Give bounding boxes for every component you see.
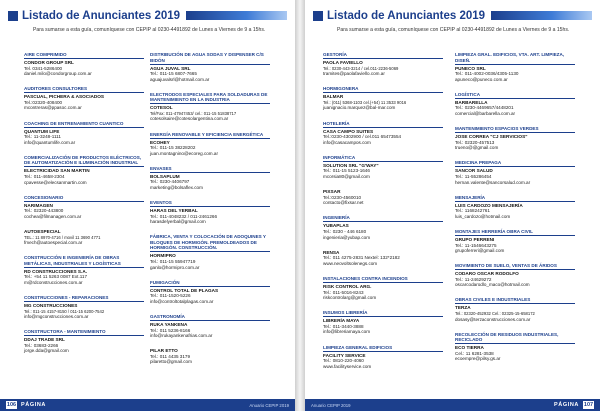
right-page xyxy=(305,0,600,411)
listing-category: ENERGÍA RENOVABLE Y EFICIENCIA ENERGÉTICA xyxy=(150,132,270,139)
listing-entry xyxy=(455,229,575,254)
listing-email-link[interactable]: mcorsia80@gmail.com xyxy=(323,174,370,180)
listing-category: RECOLECCIÓN DE RESIDUOS INDUSTRIALES, RECICLADO xyxy=(455,332,575,345)
listing-email-link[interactable]: grupoferreri@gmail.com xyxy=(455,248,505,254)
listing-company: RENSA xyxy=(323,249,340,255)
listing-category: CONSTRUCCIÓN E INGENIERÍA DE OBRAS METÁLICAS, INDUSTRIALES Y LOGÍSTICAS xyxy=(24,255,144,268)
listing-phone: Tel.:02320-408400 xyxy=(24,99,63,105)
listing-phone: Tel.: 11-55286454 xyxy=(455,173,492,179)
column xyxy=(150,52,270,375)
listing-email-link[interactable]: info@quantumlife.com.ar xyxy=(24,139,76,145)
listing-email-link[interactable]: comercial@barbarella.com.ar xyxy=(455,110,516,116)
listing-company: DDAJ TRADE SRL xyxy=(24,337,65,343)
listing-company: AUTOESPECIAL xyxy=(24,228,61,234)
listing-company: BARBARELLA xyxy=(455,99,488,105)
listing-entry xyxy=(455,92,575,117)
listing-entry xyxy=(150,52,270,82)
listing-category: CONSTRUCCIONES - REPARACIONES xyxy=(24,295,144,302)
listing-phone: Tel.: 0230 - 446 6180 xyxy=(323,229,367,234)
column xyxy=(24,52,144,364)
listing-email-link[interactable]: fmech@autoespecial.com.ar xyxy=(24,240,83,246)
listing-phone: Tel.: 011-1520-5226 xyxy=(150,293,191,299)
listing-email-link[interactable]: info@libreriamaya.com xyxy=(323,329,371,335)
column xyxy=(323,52,443,379)
listing-entry xyxy=(455,195,575,220)
header-square-icon xyxy=(313,11,323,21)
listing-email-link[interactable]: harasdelyerbal@gmail.com xyxy=(150,219,206,225)
listing-email-link[interactable]: www.neovoltsolenegs.com xyxy=(323,260,378,266)
listing-phone: Tel.: 011-15 6807-7665 xyxy=(150,71,197,77)
listing-category: INSUMOS LIBRERÍA xyxy=(323,310,443,317)
listing-company: LUIS CARDOZO MENSAJERÍA xyxy=(455,202,523,208)
listing-entry xyxy=(24,329,144,354)
listing-email-link[interactable]: cochea@filmanagen.com.ar xyxy=(24,213,82,219)
listing-company: LIBRERÍA MAYA xyxy=(323,318,360,324)
listing-category: LIMPIEZA GRAL. EDIFICIOS, VTA. ART. LIMPIEZA, DISEÑ. xyxy=(455,52,575,65)
listing-entry xyxy=(24,229,144,246)
listing-category: MOVIMIENTO DE SUELO, VENTAS DE ÁRIDOS xyxy=(455,263,575,270)
listing-company: RD CONSTRUCCIONES S.A. xyxy=(24,268,88,274)
listing-company: TERZA xyxy=(455,305,471,311)
listing-category: GESTORÍA xyxy=(323,52,443,59)
listing-company: BOLSAPLUM xyxy=(150,173,180,179)
listing-company: BALMAR xyxy=(323,94,344,100)
listing-entry xyxy=(455,297,575,322)
listing-category: CONCESIONARIO xyxy=(24,195,144,202)
listing-company: RISK CONTROL ARG. xyxy=(323,283,372,289)
listing-phone: Tel.: 11-1546643275 xyxy=(455,242,497,248)
listing-phone: Tel.: 011 4275-2831 Nextel: 132*2182 xyxy=(323,255,400,261)
listing-company: SOLUTION SRL "G'WAY" xyxy=(323,162,379,168)
listing-phone: Tel. 0341-5286400 xyxy=(24,65,63,71)
listing-company: SANCOR SALUD xyxy=(455,168,493,174)
listing-entry xyxy=(455,263,575,288)
listing-phone: Tel.: 011 4435 3179 xyxy=(150,353,191,359)
listing-category: COMERCIALIZACIÓN DE PRODUCTOS ELÉCTRICOS, DE AUTOMATIZACIÓN E ILUMINACIÓN INDUSTRIAL xyxy=(24,155,144,168)
listing-company: NARIMAGEN xyxy=(24,202,53,208)
listing-email-link[interactable]: marketing@bolsaflex.com xyxy=(150,185,203,191)
listing-category: FUMIGACIÓN xyxy=(150,280,270,287)
page-footer xyxy=(0,399,295,411)
listing-entry xyxy=(24,86,144,111)
listing-email-link[interactable]: info@controltotalplagas.com.ar xyxy=(150,298,214,304)
header-band xyxy=(186,11,287,20)
listing-email-link[interactable]: info@rukayankenafrias.com.ar xyxy=(150,333,213,339)
listing-phone: Tel.: 0230-443-3214 / cel.011-2236-5069 xyxy=(323,65,399,71)
listing-category: INSTALACIONES CONTRA INCENDIOS xyxy=(323,276,443,283)
listing-email-link[interactable]: juanignacio.marquez@bal-mar.com xyxy=(323,105,396,111)
listing-category: LOGÍSTICA xyxy=(455,92,575,99)
listing-category: FÁBRICA, VENTA Y COLOCACIÓN DE ADOQUINES Y BLOQUES DE HORMIGÓN. PREMOLDEADOS DE HORMIGÓN. CONSTRUCCIÓN. xyxy=(150,234,270,252)
page-title: Listado de Anunciantes 2019 xyxy=(327,9,486,22)
listing-category: CONSTRUCTORA - MANTENIMIENTO xyxy=(24,329,144,336)
annual-label: Anuario CEPIP 2019 xyxy=(311,402,351,408)
listing-phone: Tel.: 011-4048232 / 011-2461266 xyxy=(150,213,218,219)
page-number: 106 xyxy=(6,402,17,408)
listing-company: CONTROL TOTAL DE PLAGAS xyxy=(150,287,219,293)
listing-email-link[interactable]: info@mgconstrucciones.com.ar xyxy=(24,314,89,320)
listing-phone: Tel.: 0810-220-4060 xyxy=(323,358,364,364)
listing-entry xyxy=(24,121,144,146)
listing-email-link[interactable]: juan.montagnino@ecoreg.com.ar xyxy=(150,150,218,156)
listing-category: INGENIERÍA xyxy=(323,215,443,222)
listing-entry xyxy=(455,126,575,151)
listing-phone: Tel.: 011-4658-2304 xyxy=(24,173,65,179)
listing-company: CASA CAMPO SUITES xyxy=(323,128,374,134)
listing-entry xyxy=(323,52,443,77)
column xyxy=(455,52,575,372)
listing-email-link[interactable]: riskcontrolarg@gmail.com xyxy=(323,295,377,301)
header-band xyxy=(491,11,592,20)
listing-category: GASTRONOMÍA xyxy=(150,314,270,321)
listing-entry xyxy=(323,345,443,370)
listing-category: INFORMÁTICA xyxy=(323,155,443,162)
listing-email-link[interactable]: tramites@paolafaviello.com.ar xyxy=(323,71,385,77)
listing-phone: Tel.: 0230-4469657/4448201 xyxy=(455,105,514,111)
listing-email-link[interactable]: dosasy@terzaconstrucciones.com.ar xyxy=(455,316,531,322)
listing-company: CODARO OSCAR RODOLFO xyxy=(455,271,519,277)
listing-email-link[interactable]: ganlo@hormipro.com.ar xyxy=(150,264,200,270)
listing-company: PUNECO SRL xyxy=(455,65,486,71)
listing-entry xyxy=(455,332,575,362)
listing-phone: Tel.: 02320-457513 xyxy=(455,139,495,145)
listing-company: ECOHEY xyxy=(150,139,170,145)
listing-category: EVENTOS xyxy=(150,200,270,207)
listing-email-link[interactable]: apuneco@puneco.com.ar xyxy=(455,76,508,82)
listing-category: HORMIGONERA xyxy=(323,86,443,93)
listing-company: HORMIPRO xyxy=(150,253,176,259)
listing-company: GRUPO PERRENI xyxy=(455,236,495,242)
listing-company: JOSE CORREA "CJ SERVICIOS" xyxy=(455,134,528,140)
listing-category: ELECTRODOS ESPECIALES PARA SOLDADURAS DE MANTENIMIENTO EN LA INDUSTRIA xyxy=(150,92,270,105)
book-gutter xyxy=(295,0,305,411)
listing-entry xyxy=(24,255,144,285)
listing-entry xyxy=(323,276,443,301)
listing-email-link[interactable]: mcontreras@ppasoc.com.ar xyxy=(24,105,82,111)
listing-phone: Tel.: 011-3440-3888 xyxy=(323,323,364,329)
listing-phone: Tel.: 011-4002-0036/4305-1130 xyxy=(455,71,519,77)
listing-entry xyxy=(323,121,443,146)
listing-company: FACILITY SERVICE xyxy=(323,352,366,358)
listing-phone: Tel.: +54 11 5263 0087 Ext.117 xyxy=(24,274,88,280)
listing-email-link[interactable]: hernan.valente@sancorsalud.com.ar xyxy=(455,179,531,185)
listing-entry xyxy=(323,310,443,335)
listing-entry xyxy=(24,52,144,77)
pagina-label: PÁGINA xyxy=(21,402,46,408)
listing-entry xyxy=(150,166,270,191)
listing-entry xyxy=(150,348,270,365)
page-subtitle: Para sumarse a esta guía, comuníquese con CEPIP al 0230-4491892 de Lunes a Viernes de 9 a 15hs. xyxy=(33,27,266,33)
listing-category: AIRE COMPRIMIDO xyxy=(24,52,144,59)
listing-entry xyxy=(323,215,443,240)
listing-phone: Tel.:0230-4560010 xyxy=(323,194,362,200)
listing-phone: Tel.: 0230-4406797 xyxy=(150,179,190,185)
pagina-label: PÁGINA xyxy=(554,402,579,408)
listing-company: CONDOR GROUP SRL xyxy=(24,60,74,65)
listing-email-link[interactable]: info@casacampos.com xyxy=(323,139,371,145)
listing-entry xyxy=(24,195,144,220)
page-header xyxy=(8,6,287,25)
listing-email-link[interactable]: pilaretto@gmail.com xyxy=(150,359,192,365)
listing-email-link[interactable]: luis_cardozo@hotmail.com xyxy=(455,213,511,219)
listing-company: QUANTUM LIFE xyxy=(24,128,60,134)
listing-phone: Tel/Fax: 011-47947453/ cel.: 011-15 51838717 xyxy=(150,110,237,116)
listing-phone: Tel.: 011-15 5123-1646 xyxy=(323,168,370,174)
listing-phone: TEL.: 11 8970-4716 / movil 11 3690 4771 xyxy=(24,234,101,240)
page-footer xyxy=(305,399,600,411)
listing-company: YUBAPLAS xyxy=(323,223,349,229)
listing-category: DISTRIBUCIÓN DE AGUA SODAS Y DISPENSER C/S BIDÓN xyxy=(150,52,270,65)
listing-entry xyxy=(323,250,443,267)
listing-entry xyxy=(323,86,443,111)
listing-company: ELECTRICIDAD SAN MARTIN xyxy=(24,168,90,174)
listing-email-link[interactable]: ecoempre@pilsy.gs.ar xyxy=(455,356,501,362)
listing-email-link[interactable]: cpavesse@elecsanmartin.com xyxy=(24,179,87,185)
listing-email-link[interactable]: www.facilityservice.com xyxy=(323,363,372,369)
listing-entry xyxy=(323,155,443,180)
listing-email-link[interactable]: daniel.milo@condorgroup.com.ar xyxy=(24,71,92,77)
listing-email-link[interactable]: m@rdconstrucciones.com.ar xyxy=(24,279,83,285)
listing-company: HARAS DEL YERBAL xyxy=(150,208,198,214)
listing-category: LIMPIEZA GENERAL EDIFICIOS xyxy=(323,345,443,352)
listing-phone: Tel.: 11-24629272 xyxy=(455,276,492,282)
listing-phone: Tel.: 1168242761 xyxy=(455,208,490,214)
left-page xyxy=(0,0,295,411)
page-title: Listado de Anunciantes 2019 xyxy=(22,9,181,22)
listing-company: COTESOL xyxy=(150,105,173,111)
annual-label: Anuario CEPIP 2019 xyxy=(249,402,289,408)
listing-company: PASCUAL, PICHERA & ASOCIADOS xyxy=(24,94,105,100)
listing-entry xyxy=(150,280,270,305)
listing-entry xyxy=(150,234,270,270)
listing-entry xyxy=(323,189,443,206)
listing-email-link[interactable]: ingenieria@yubap.com xyxy=(323,234,371,240)
listing-company: PIXSAR xyxy=(323,189,341,195)
listing-phone: Tel.: 011-5016-8243 xyxy=(323,289,364,295)
listing-entry xyxy=(150,314,270,339)
listing-phone: Tel.: (011) 5368-1103 cel.(+54) 11 3533 9016 xyxy=(323,99,407,105)
listing-category: ENVASES xyxy=(150,166,270,173)
listing-category: COACHING DE ENTRENAMIENTO CUANTICO xyxy=(24,121,144,128)
listing-category: MEDICINA PREPAGA xyxy=(455,160,575,167)
listing-category: HOTELERÍA xyxy=(323,121,443,128)
listing-company: AGUA JUVAL SRL xyxy=(150,65,191,71)
listing-email-link[interactable]: aguajuvalsrl@hotmail.com.ar xyxy=(150,76,210,82)
listing-category: MENSAJERÍA xyxy=(455,195,575,202)
listing-entry xyxy=(24,295,144,320)
listing-entry xyxy=(150,132,270,157)
listing-phone: Tel.: 011-15 4157-8150 / 011-15 6200-7542 xyxy=(24,308,105,314)
listing-category: MONTAJES HERRERÍA OBRA CIVIL xyxy=(455,229,575,236)
listing-phone: Tel.: 11-3248-1111 xyxy=(24,134,61,140)
listing-email-link[interactable]: oscarcodarodlo_maco@hotmail.com xyxy=(455,282,530,288)
listing-phone: Tel.: 011 5236-8166 xyxy=(150,327,191,333)
listing-category: AUDITORES CONSULTORES xyxy=(24,86,144,93)
listing-category: OBRAS CIVILES E INDUSTRIALES xyxy=(455,297,575,304)
listing-company: PILAR ETTO xyxy=(150,348,178,354)
listing-entry xyxy=(150,92,270,122)
listing-entry xyxy=(24,155,144,185)
listing-phone: Tel.: 03683-2266 xyxy=(24,342,59,348)
listing-company: PAOLA FAVIELLO xyxy=(323,60,363,65)
page-number: 107 xyxy=(583,402,594,408)
listing-email-link[interactable]: contacto@fixsar.net xyxy=(323,200,364,206)
listing-phone: Tel.: 011-15 55947719 xyxy=(150,259,196,264)
header-square-icon xyxy=(8,11,18,21)
listing-company: RUKA YANKENA xyxy=(150,321,188,327)
listing-company: MG CONSTRUCCIONES xyxy=(24,302,78,308)
listing-phone: Cel.: 11 6281-3538 xyxy=(455,350,494,356)
listing-company: ECO TIERRA xyxy=(455,345,484,351)
listing-category: MANTENIMIENTO ESPACIOS VERDES xyxy=(455,126,575,133)
listing-phone: Tel.: 011-15 38228202 xyxy=(150,145,196,151)
listing-email-link[interactable]: jorge.dda@gmail.com xyxy=(24,348,69,354)
listing-entry xyxy=(150,200,270,225)
page-subtitle: Para sumarse a esta guía, comuníquese con CEPIP al 0230-4491892 de Lunes a Viernes de 9 a 15hs. xyxy=(337,27,570,33)
listing-entry xyxy=(455,160,575,185)
listing-phone: Tel.:0230-4302900 / cel.011 65473554 xyxy=(323,134,402,140)
listing-email-link[interactable]: trueno@@gmail.com xyxy=(455,145,499,151)
listing-email-link[interactable]: cotesolsaire@cotesolargentina.com.ar xyxy=(150,116,229,122)
listing-phone: Tel.: 02320-443800 xyxy=(24,208,64,214)
page-header xyxy=(313,6,592,25)
listing-entry xyxy=(455,52,575,82)
listing-phone: Tel.: 02320-452932 Cel.: 02325-15-658172 xyxy=(455,311,535,317)
